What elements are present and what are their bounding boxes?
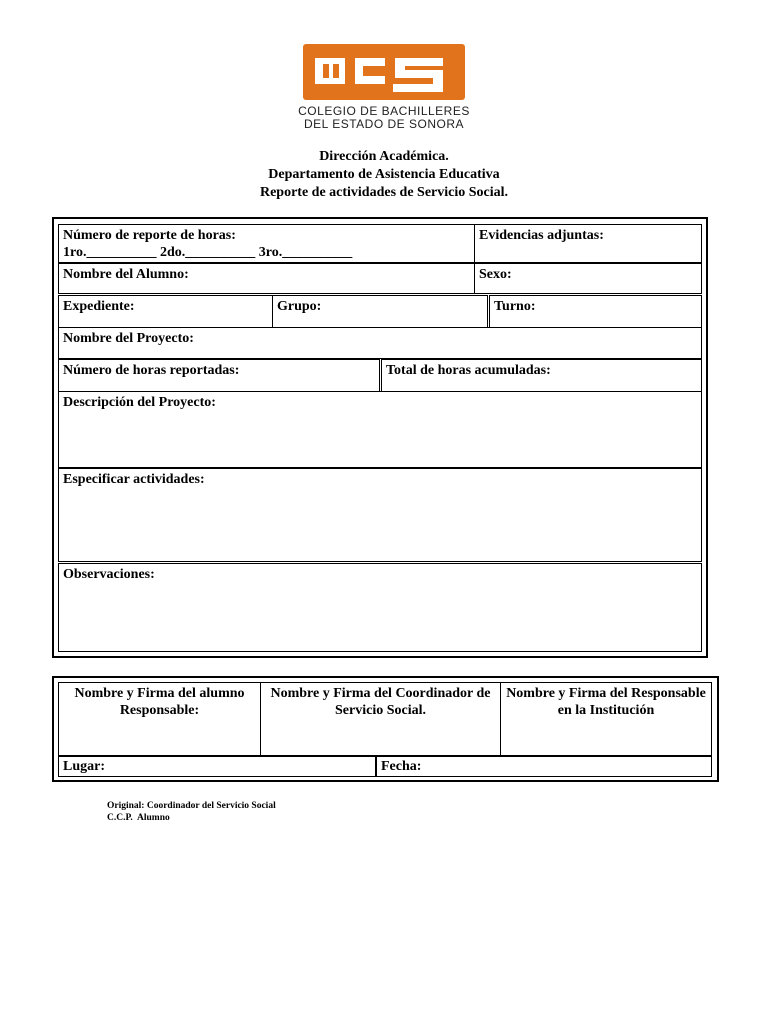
- report-hours-field[interactable]: [58, 224, 475, 263]
- activities-field[interactable]: [58, 468, 702, 562]
- place-field[interactable]: [58, 756, 376, 777]
- cobach-logo-mark: [303, 44, 465, 100]
- student-signature-box[interactable]: [58, 682, 261, 756]
- project-description-field[interactable]: [58, 391, 702, 468]
- project-name-field[interactable]: [58, 327, 702, 359]
- logo: [303, 44, 465, 100]
- student-signature-label: Nombre y Firma del alumno Responsable:: [74, 686, 245, 718]
- evidence-field[interactable]: [474, 224, 702, 263]
- shift-field[interactable]: [489, 295, 702, 328]
- date-label: Fecha:: [381, 759, 422, 774]
- group-field[interactable]: [272, 295, 488, 328]
- group-label: Grupo:: [277, 299, 322, 314]
- file-number-field[interactable]: [58, 295, 273, 328]
- project-name-label: Nombre del Proyecto:: [63, 331, 194, 346]
- sex-field[interactable]: [474, 263, 702, 294]
- heading-line-1: Dirección Académica.: [319, 149, 449, 164]
- institution-signature-label: Nombre y Firma del Responsable en la Institución: [506, 686, 706, 718]
- heading-line-2: Departamento de Asistencia Educativa: [268, 167, 500, 182]
- total-hours-field[interactable]: [381, 359, 702, 392]
- total-hours-label: Total de horas acumuladas:: [386, 363, 551, 378]
- sex-label: Sexo:: [479, 267, 512, 282]
- file-number-label: Expediente:: [63, 299, 135, 314]
- project-description-label: Descripción del Proyecto:: [63, 395, 216, 410]
- activities-label: Especificar actividades:: [63, 472, 205, 487]
- student-name-label: Nombre del Alumno:: [63, 267, 189, 282]
- report-hours-options: 1ro.__________ 2do.__________ 3ro.__________: [63, 245, 353, 260]
- reported-hours-label: Número de horas reportadas:: [63, 363, 240, 378]
- heading-line-3: Reporte de actividades de Servicio Social.: [259, 185, 509, 200]
- coordinator-signature-box[interactable]: [260, 682, 501, 756]
- copy-ccp-note: C.C.P. Alumno: [107, 813, 170, 823]
- institution-signature-box[interactable]: [500, 682, 712, 756]
- student-name-field[interactable]: [58, 263, 475, 294]
- shift-label: Turno:: [494, 299, 536, 314]
- date-field[interactable]: [376, 756, 712, 777]
- logo-subtitle-1: COLEGIO DE BACHILLERES: [298, 104, 470, 118]
- evidence-label: Evidencias adjuntas:: [479, 228, 604, 243]
- observations-label: Observaciones:: [63, 567, 155, 582]
- coordinator-signature-label: Nombre y Firma del Coordinador de Servicio Social.: [270, 686, 491, 718]
- report-hours-label: Número de reporte de horas:: [63, 228, 236, 243]
- logo-subtitle-2: DEL ESTADO DE SONORA: [303, 117, 465, 131]
- place-label: Lugar:: [63, 759, 105, 774]
- reported-hours-field[interactable]: [58, 359, 380, 392]
- observations-field[interactable]: [58, 563, 702, 652]
- copy-original-note: Original: Coordinador del Servicio Social: [107, 801, 276, 811]
